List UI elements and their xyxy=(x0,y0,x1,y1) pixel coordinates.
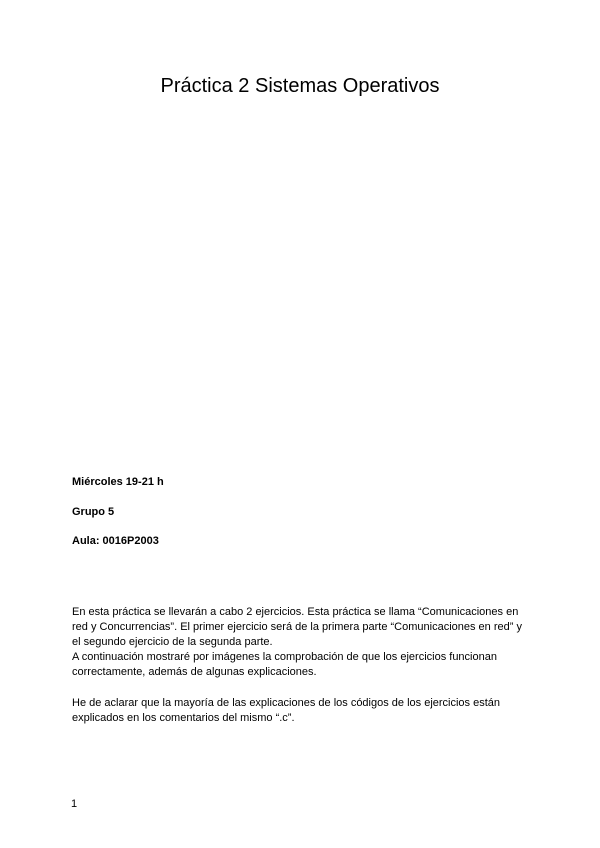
schedule-label: Miércoles 19-21 h xyxy=(72,476,164,488)
page-number: 1 xyxy=(71,798,78,810)
text-line: En esta práctica se llevarán a cabo 2 ejercicios. Esta práctica se llama “Comunicaciones en xyxy=(72,606,519,618)
text-line: A continuación mostraré por imágenes la comprobación de que los ejercicios funcionan xyxy=(72,651,497,663)
intro-paragraph xyxy=(72,605,538,680)
text-line: explicados en los comentarios del mismo “.c”. xyxy=(72,712,295,724)
note-paragraph xyxy=(72,696,538,726)
text-line: red y Concurrencias”. El primer ejercicio será de la primera parte “Comunicaciones en red” y xyxy=(72,621,522,633)
text-line: He de aclarar que la mayoría de las explicaciones de los códigos de los ejercicios están xyxy=(72,697,501,709)
text-line: el segundo ejercicio de la segunda parte. xyxy=(72,636,273,648)
room-label: Aula: 0016P2003 xyxy=(72,535,159,547)
page-title: Práctica 2 Sistemas Operativos xyxy=(160,75,440,97)
group-label: Grupo 5 xyxy=(72,506,115,518)
text-line: correctamente, además de algunas explicaciones. xyxy=(72,666,317,678)
